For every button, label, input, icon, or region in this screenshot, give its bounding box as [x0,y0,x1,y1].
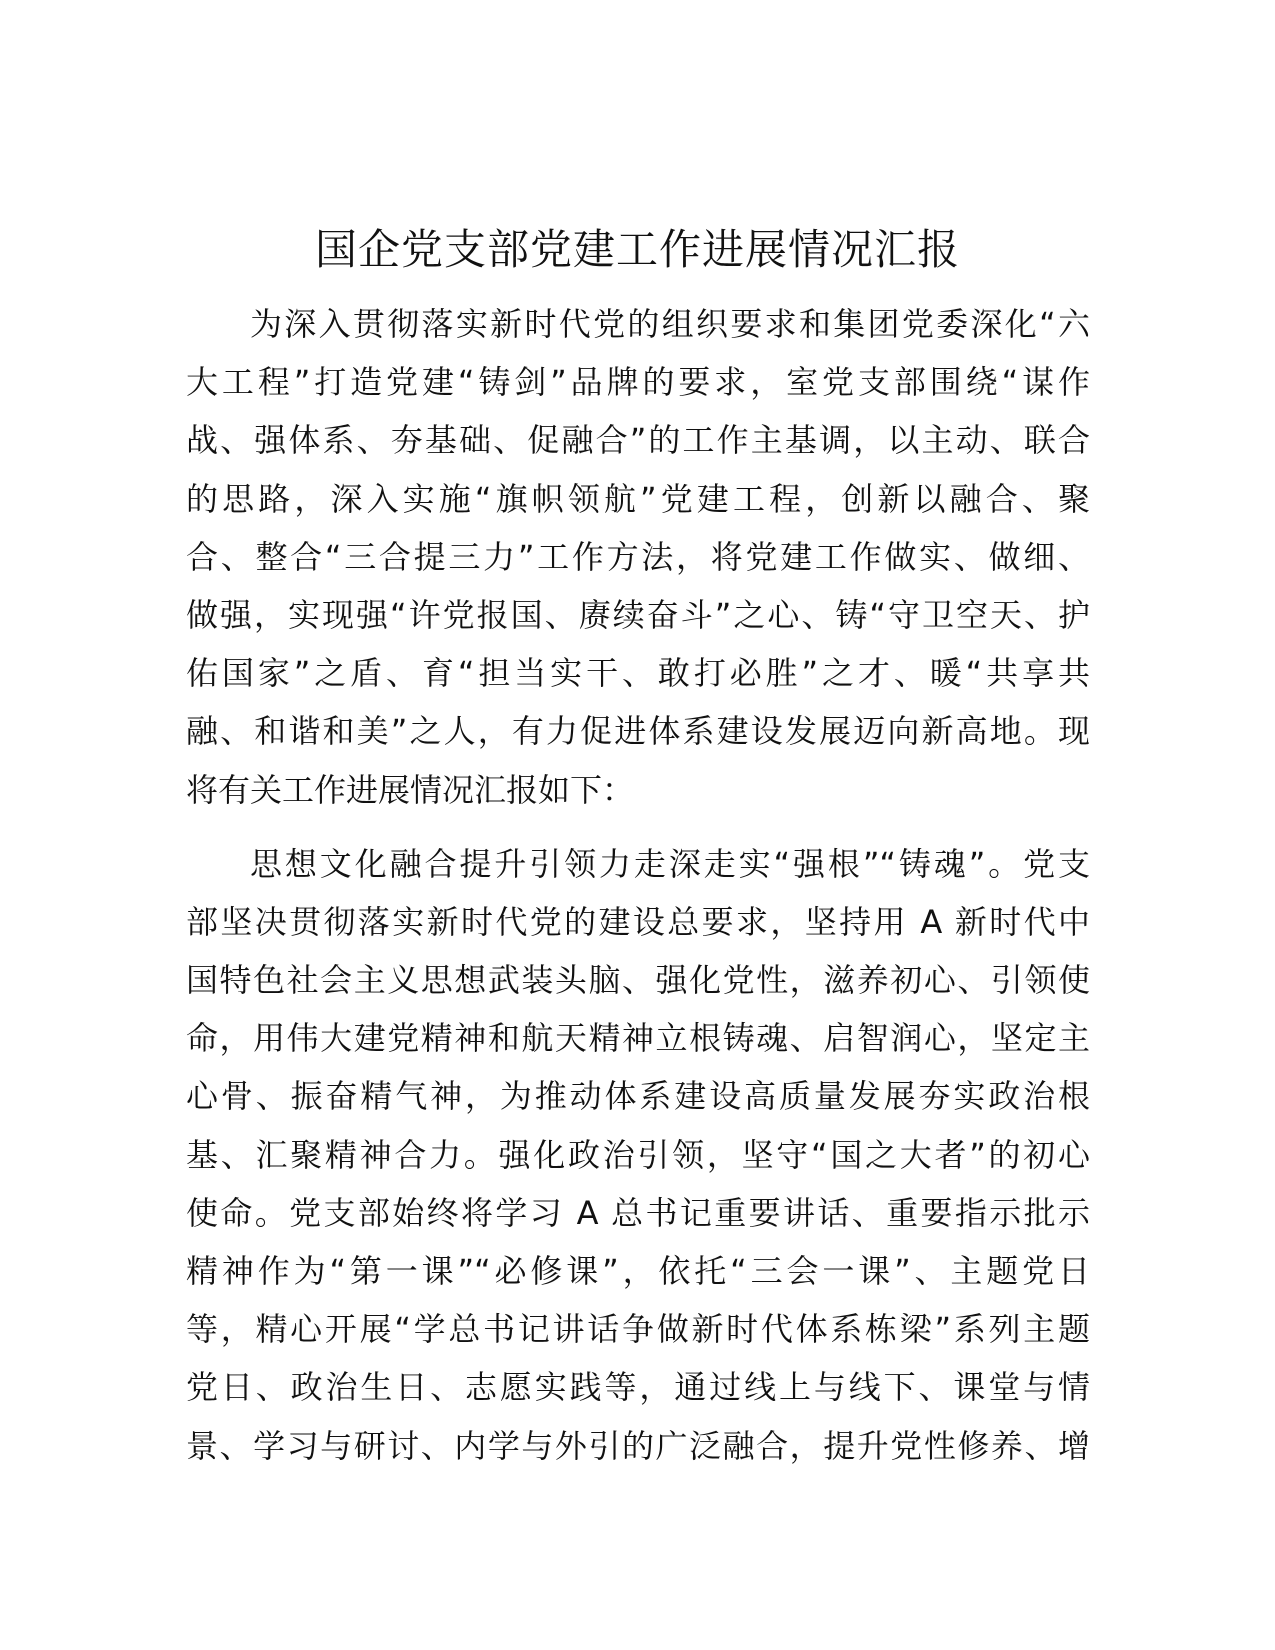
paragraph-line: 的思路，深入实施“旗帜领航”党建工程，创新以融合、聚 [186,479,1090,518]
paragraph-2 [186,835,1090,1475]
paragraph-line: 思想文化融合提升引领力走深走实“强根”“铸魂”。党支 [250,844,1090,883]
paragraph-line: 心骨、振奋精气神，为推动体系建设高质量发展夯实政治根 [186,1077,1090,1116]
paragraph-line: 党日、政治生日、志愿实践等，通过线上与线下、课堂与情 [186,1368,1090,1407]
paragraph-line: 部坚决贯彻落实新时代党的建设总要求，坚持用 A 新时代中 [186,902,1090,941]
paragraph-line: 将有关工作进展情况汇报如下： [186,770,635,809]
paragraph-line: 大工程”打造党建“铸剑”品牌的要求，室党支部围绕“谋作 [186,363,1090,402]
paragraph-line: 使命。党支部始终将学习 A 总书记重要讲话、重要指示批示 [186,1193,1090,1232]
paragraph-line: 合、整合“三合提三力”工作方法，将党建工作做实、做细、 [186,537,1090,576]
paragraph-gap [186,819,1090,835]
document-body [186,295,1090,1475]
paragraph-line: 基、汇聚精神合力。强化政治引领，坚守“国之大者”的初心 [186,1135,1090,1174]
paragraph-1 [186,295,1090,819]
paragraph-line: 国特色社会主义思想武装头脑、强化党性，滋养初心、引领使 [186,961,1090,1000]
paragraph-line: 佑国家”之盾、育“担当实干、敢打必胜”之才、暖“共享共 [186,654,1090,693]
paragraph-line: 做强，实现强“许党报国、赓续奋斗”之心、铸“守卫空天、护 [186,595,1090,634]
paragraph-line: 景、学习与研讨、内学与外引的广泛融合，提升党性修养、增 [186,1426,1090,1465]
paragraph-line: 为深入贯彻落实新时代党的组织要求和集团党委深化“六 [250,305,1090,343]
paragraph-line: 命，用伟大建党精神和航天精神立根铸魂、启智润心，坚定主 [186,1019,1090,1058]
paragraph-line: 战、强体系、夯基础、促融合”的工作主基调，以主动、联合 [186,421,1090,460]
paragraph-line: 等，精心开展“学总书记讲话争做新时代体系栋梁”系列主题 [186,1310,1090,1349]
paragraph-line: 融、和谐和美”之人，有力促进体系建设发展迈向新高地。现 [186,712,1090,751]
document-title: 国企党支部党建工作进展情况汇报 [314,225,960,274]
paragraph-line: 精神作为“第一课”“必修课”，依托“三会一课”、主题党日 [186,1252,1090,1290]
